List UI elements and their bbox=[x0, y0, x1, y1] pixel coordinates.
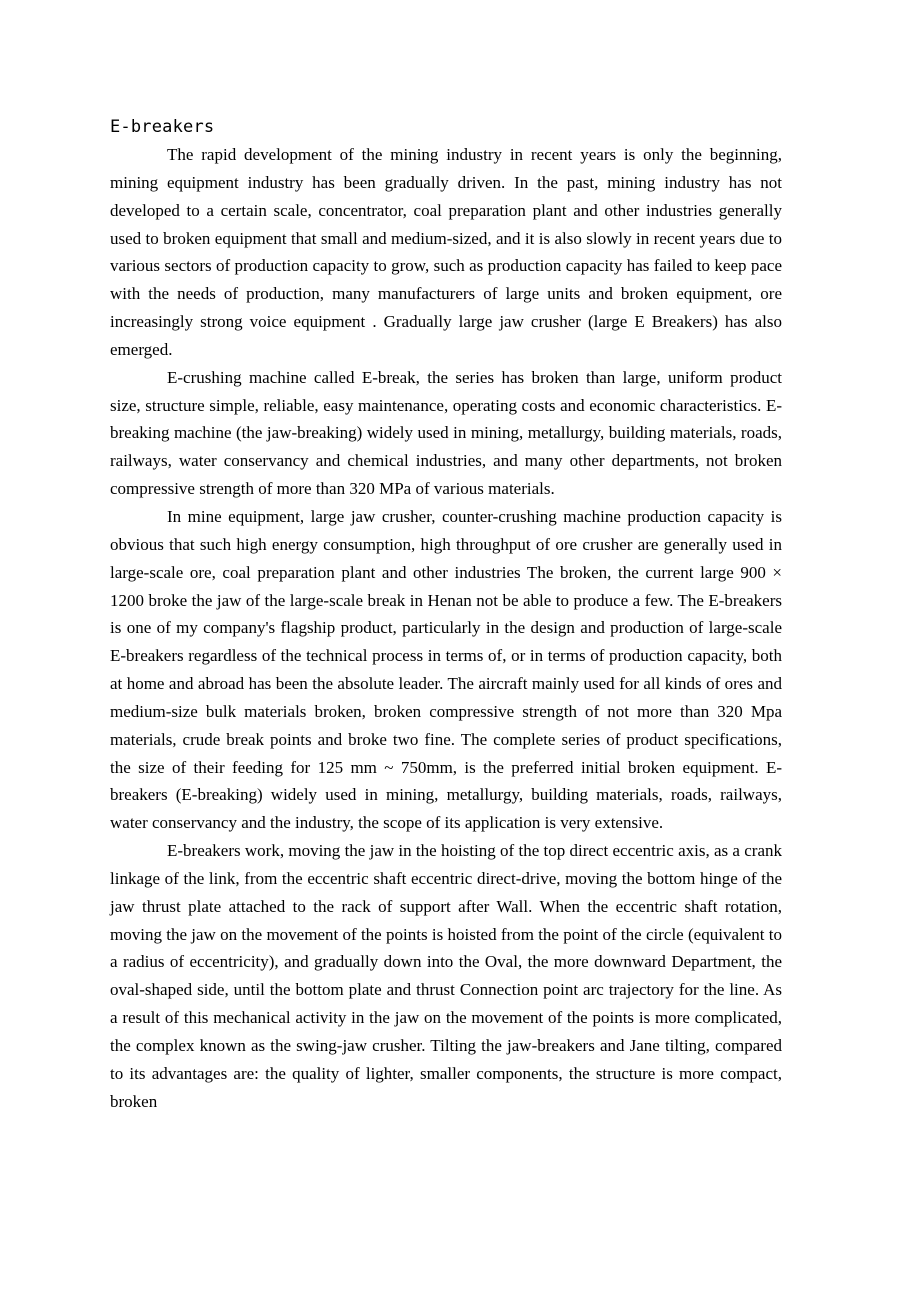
body-text bbox=[110, 141, 782, 1116]
paragraph-e-crushing-machine: E-crushing machine called E-break, the series has broken than large, uniform product size, structure simple, reliable, easy maintenance, operating costs and economic characteristics. E-breaking machine (the jaw-breaking) widely used in mining, metallurgy, building materials, roads, railways, water conservancy and chemical industries, and many other departments, not broken compressive strength of more than 320 MPa of various materials. bbox=[110, 367, 782, 499]
paragraph-mine-equipment: In mine equipment, large jaw crusher, counter-crushing machine production capacity is obvious that such high energy consumption, high throughput of ore crusher are generally used in large-scale ore, coal preparation plant and other industries The broken, the current large 900 × 1200 broke the jaw of the large-scale break in Henan not be able to produce a few. The E-breakers is one of my company's flagship product, particularly in the design and production of large-scale E-breakers regardless of the technical process in terms of, or in terms of production capacity, both at home and abroad has been the absolute leader. The aircraft mainly used for all kinds of ores and medium-size bulk materials broken, broken compressive strength of not more than 320 Mpa materials, crude break points and broke two fine. The complete series of product specifications, the size of their feeding for 125 mm ~ 750mm, is the preferred initial broken equipment. E-breakers (E-breaking) widely used in mining, metallurgy, building materials, roads, railways, water conservancy and the industry, the scope of its application is very extensive. bbox=[110, 506, 782, 833]
paragraph-mining-industry: The rapid development of the mining industry in recent years is only the beginning, mining equipment industry has been gradually driven. In the past, mining industry has not developed to a certain scale, concentrator, coal preparation plant and other industries generally used to broken equipment that small and medium-sized, and it is also slowly in recent years due to various sectors of production capacity to grow, such as production capacity has failed to keep pace with the needs of production, many manufacturers of large units and broken equipment, ore increasingly strong voice equipment . Gradually large jaw crusher (large E Breakers) has also emerged. bbox=[110, 145, 782, 359]
section-heading: E-breakers bbox=[110, 117, 215, 137]
paragraph-e-breakers-work: E-breakers work, moving the jaw in the hoisting of the top direct eccentric axis, as a crank linkage of the link, from the eccentric shaft eccentric direct-drive, moving the bottom hinge of the jaw thrust plate attached to the rack of support after Wall. When the eccentric shaft rotation, moving the jaw on the movement of the points is hoisted from the point of the circle (equivalent to a radius of eccentricity), and gradually down into the Oval, the more downward Department, the oval-shaped side, until the bottom plate and thrust Connection point arc trajectory for the line. As a result of this mechanical activity in the jaw on the movement of the points is more complicated, the complex known as the swing-jaw crusher. Tilting the jaw-breakers and Jane tilting, compared to its advantages are: the quality of lighter, smaller components, the structure is more compact, broken bbox=[110, 841, 782, 1111]
